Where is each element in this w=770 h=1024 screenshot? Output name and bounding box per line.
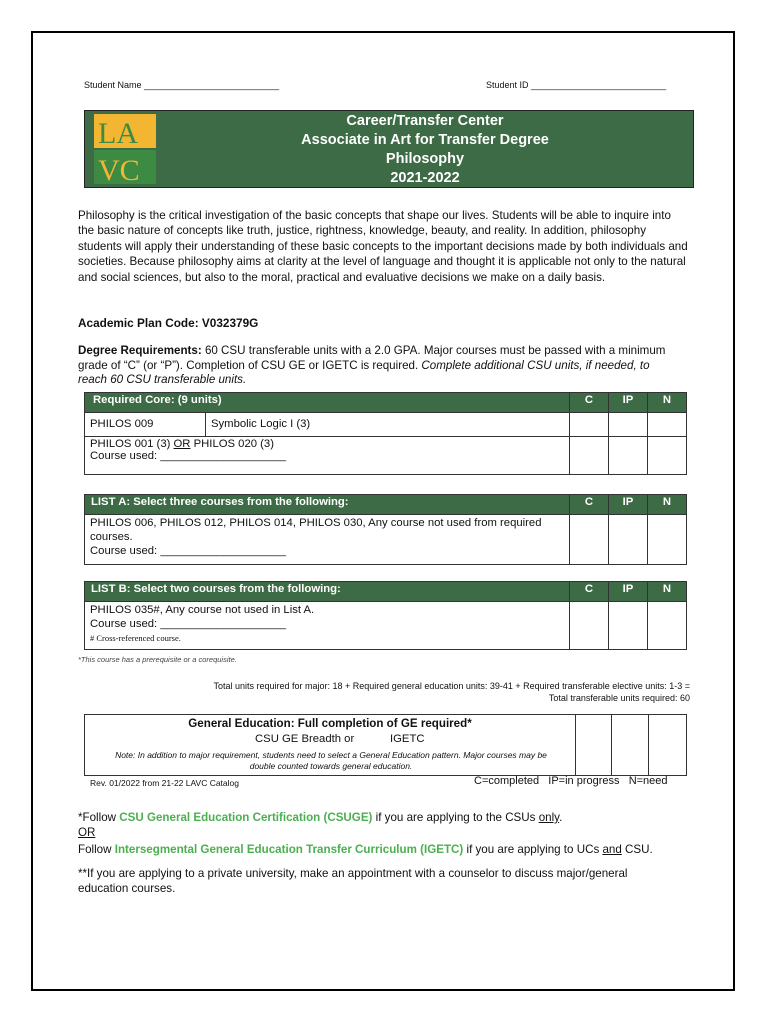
- ge-option-igetc: IGETC: [390, 733, 425, 745]
- list-b-title: LIST B: Select two courses from the following:: [85, 582, 570, 602]
- follow1-pre: *Follow: [78, 811, 120, 824]
- follow-notes: [78, 810, 690, 857]
- core-r2-c-box[interactable]: [570, 437, 609, 475]
- core-choice-a: PHILOS 001 (3): [90, 438, 174, 450]
- col-c-header: C: [570, 393, 609, 413]
- status-legend: C=completed IP=in progress N=need: [474, 775, 668, 787]
- list-b-col-n: N: [648, 582, 687, 602]
- list-a-text: PHILOS 006, PHILOS 012, PHILOS 014, PHILOS 030, Any course not used from required courses.: [90, 517, 542, 543]
- revision-note: Rev. 01/2022 from 21-22 LAVC Catalog: [90, 778, 239, 788]
- follow1-post: if you are applying to the CSUs: [372, 811, 539, 824]
- follow1-only: only: [538, 811, 560, 824]
- list-b-col-ip: IP: [609, 582, 648, 602]
- follow2-pre: Follow: [78, 843, 115, 856]
- list-a-title: LIST A: Select three courses from the following:: [85, 495, 570, 515]
- list-a-c-box[interactable]: [570, 515, 609, 565]
- list-a-cell: [85, 515, 570, 565]
- header-title-line2: Associate in Art for Transfer Degree: [301, 132, 549, 148]
- col-ip-header: IP: [609, 393, 648, 413]
- list-a-col-n: N: [648, 495, 687, 515]
- general-education-box: [84, 714, 687, 776]
- follow2-and: and: [602, 843, 622, 856]
- lavc-logo: [94, 114, 156, 184]
- degree-req-italic: Complete additional CSU units, if needed, to reach 60 CSU transferable units.: [78, 358, 650, 387]
- core-r2-ip-box[interactable]: [609, 437, 648, 475]
- intro-paragraph: Philosophy is the critical investigation of the basic concepts that shape our lives. Students will be able to inquire into the basic nature of concepts like truth, justice, rightness, knowledge, beauty, and reality. In addition, philosophy students will apply their understanding of these basic concepts to the important decisions made by both individuals and societies. Because philosophy aims at clarity at the level of language and thought it is applicable not only to the natural and social sciences, but also to the moral, practical and evaluative decisions we make on a daily basis.: [78, 209, 688, 284]
- core-r1-n-box[interactable]: [648, 413, 687, 437]
- list-a-col-ip: IP: [609, 495, 648, 515]
- header-title-line3: Philosophy: [385, 151, 465, 167]
- ge-option-csu: CSU GE Breadth or: [255, 733, 355, 745]
- list-a-n-box[interactable]: [648, 515, 687, 565]
- header-title-line4: 2021-2022: [390, 170, 460, 186]
- degree-req-text: 60 CSU transferable units with a 2.0 GPA. Major courses must be passed with a minimum grade of “C” (or “P”). Completion of CSU GE or IGETC is required.: [78, 344, 666, 372]
- follow-csuge: [78, 810, 690, 825]
- core-course-name: Symbolic Logic I (3): [206, 413, 570, 437]
- totals-line1: Total units required for major: 18 + Required general education units: 39-41 + Required transferable elective units: 1-3 =: [213, 681, 690, 691]
- list-a-table: [84, 494, 687, 565]
- student-id-field[interactable]: Student ID ___________________________: [486, 80, 667, 90]
- svg-text:LA: LA: [98, 117, 138, 150]
- degree-requirements: [78, 344, 678, 388]
- list-b-note: # Cross-referenced course.: [90, 633, 181, 643]
- list-b-n-box[interactable]: [648, 602, 687, 650]
- list-b-col-c: C: [570, 582, 609, 602]
- csuge-link[interactable]: CSU General Education Certification (CSUGE): [119, 811, 373, 824]
- svg-text:VC: VC: [98, 154, 140, 184]
- col-n-header: N: [648, 393, 687, 413]
- follow2-end: CSU.: [621, 843, 653, 856]
- igetc-link[interactable]: Intersegmental General Education Transfer Curriculum (IGETC): [114, 843, 464, 856]
- header-title-line1: Career/Transfer Center: [346, 113, 504, 129]
- core-choice-cell: [85, 437, 570, 475]
- follow1-end: .: [559, 811, 563, 824]
- list-b-c-box[interactable]: [570, 602, 609, 650]
- core-r1-c-box[interactable]: [570, 413, 609, 437]
- degree-req-label: Degree Requirements:: [78, 344, 202, 357]
- core-r2-n-box[interactable]: [648, 437, 687, 475]
- core-title: Required Core: (9 units): [85, 393, 570, 413]
- core-choice-b: PHILOS 020 (3): [190, 438, 274, 450]
- list-a-ip-box[interactable]: [609, 515, 648, 565]
- student-name-field[interactable]: Student Name ___________________________: [84, 80, 280, 90]
- list-b-ip-box[interactable]: [609, 602, 648, 650]
- core-course-code: PHILOS 009: [85, 413, 206, 437]
- required-core-table: [84, 392, 687, 475]
- list-b-table: [84, 581, 687, 650]
- list-a-col-c: C: [570, 495, 609, 515]
- list-b-text: PHILOS 035#, Any course not used in List A.: [90, 604, 315, 616]
- follow2-mid: if you are applying to UCs: [463, 843, 603, 856]
- core-r1-ip-box[interactable]: [609, 413, 648, 437]
- ge-title: General Education: Full completion of GE required*: [188, 717, 472, 730]
- private-university-note: **If you are applying to a private university, make an appointment with a counselor to discuss major/general education courses.: [78, 867, 628, 895]
- or-label: OR: [78, 826, 96, 839]
- ge-n-box[interactable]: [648, 715, 687, 775]
- list-a-course-used[interactable]: Course used: ____________________: [90, 545, 286, 557]
- core-choice-or: OR: [173, 438, 191, 450]
- ge-ip-box[interactable]: [611, 715, 649, 775]
- ge-note: Note: In addition to major requirement, students need to select a General Education pattern. Major courses may be double counted towards general education.: [115, 750, 547, 771]
- list-b-course-used[interactable]: Course used: ____________________: [90, 618, 286, 630]
- plan-code: Academic Plan Code: V032379G: [78, 316, 259, 330]
- totals: [78, 680, 690, 704]
- follow-igetc: [78, 842, 690, 857]
- header-title: [160, 112, 690, 188]
- core-course-used[interactable]: Course used: ____________________: [90, 450, 286, 462]
- ge-c-box[interactable]: [575, 715, 612, 775]
- list-b-cell: [85, 602, 570, 650]
- prereq-note: *This course has a prerequisite or a corequisite.: [78, 655, 237, 664]
- totals-line2: Total transferable units required: 60: [548, 693, 690, 703]
